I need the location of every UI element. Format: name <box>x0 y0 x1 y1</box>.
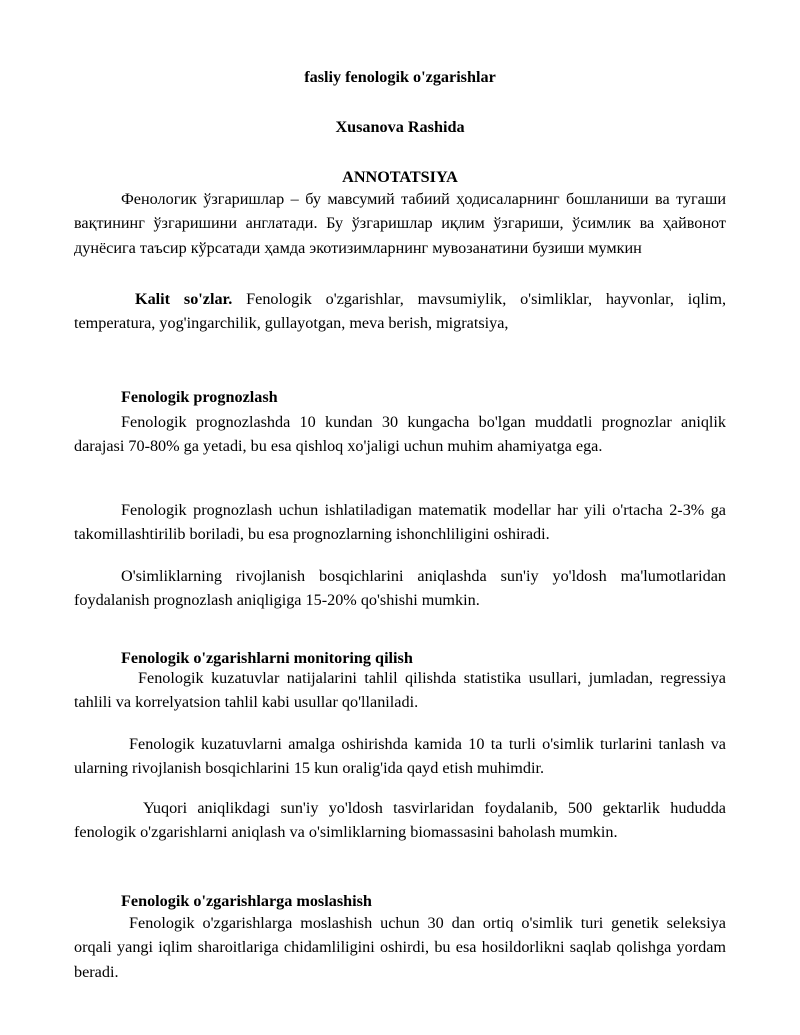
section-heading-monitoring: Fenologik o'zgarishlarni monitoring qilish <box>121 649 413 667</box>
section-paragraph: Fenologik prognozlashda 10 kundan 30 kungacha bo'lgan muddatli prognozlar aniqlik darajasi 70-80% ga yetadi, bu esa qishloq xo'jaligi uchun muhim ahamiyatga ega. <box>74 413 726 456</box>
annotation-heading: ANNOTATSIYA <box>342 168 458 186</box>
section-paragraph: Fenologik kuzatuvlarni amalga oshirishda kamida 10 ta turli o'simlik turlarini tanlash va ularning rivojlanish bosqichlarini 15 kun oralig'ida qayd etish muhimdir. <box>74 735 726 778</box>
author-name: Xusanova Rashida <box>335 118 465 136</box>
section-heading-moslashish: Fenologik o'zgarishlarga moslashish <box>121 892 372 910</box>
keywords-label: Kalit so'zlar. <box>135 290 233 308</box>
keywords-text: Fenologik o'zgarishlar, mavsumiylik, o'simliklar, hayvonlar, iqlim, temperatura, yog'ingarchilik, gullayotgan, meva berish, migratsiya, <box>74 290 727 333</box>
section-heading-prognozlash: Fenologik prognozlash <box>121 388 278 406</box>
document-title: fasliy fenologik o'zgarishlar <box>304 68 496 86</box>
section-paragraph: Fenologik o'zgarishlarga moslashish uchun 30 dan ortiq o'simlik turi genetik seleksiya orqali yangi iqlim sharoitlariga chidamliligini oshirdi, bu esa hosildorlikni saqlab qolishga yordam beradi. <box>74 914 726 981</box>
section-paragraph: O'simliklarning rivojlanish bosqichlarini aniqlashda sun'iy yo'ldosh ma'lumotlaridan foydalanish prognozlash aniqligiga 15-20% qo'shishi mumkin. <box>74 567 726 610</box>
annotation-paragraph: Фенологик ўзгаришлар – бу мавсумий табиий ҳодисаларнинг бошланиши ва тугаши вақтининг ўзгаришини англатади. Бу ўзгаришлар иқлим ўзгариши, ўсимлик ва ҳайвонот дунёсига таъсир кўрсатади ҳамда экотизимларнинг мувозанатини бузиши мумкин <box>74 190 726 257</box>
keywords-paragraph <box>74 287 726 336</box>
section-paragraph: Fenologik prognozlash uchun ishlatiladigan matematik modellar har yili o'rtacha 2-3% ga takomillashtirilib boriladi, bu esa prognozlarning ishonchliligini oshiradi. <box>74 501 726 544</box>
section-paragraph: Yuqori aniqlikdagi sun'iy yo'ldosh tasvirlaridan foydalanib, 500 gektarlik hududda fenologik o'zgarishlarni aniqlash va o'simliklarning biomassasini baholash mumkin. <box>74 799 726 842</box>
section-paragraph: Fenologik kuzatuvlar natijalarini tahlil qilishda statistika usullari, jumladan, regressiya tahlili va korrelyatsion tahlil kabi usullar qo'llaniladi. <box>74 669 726 712</box>
